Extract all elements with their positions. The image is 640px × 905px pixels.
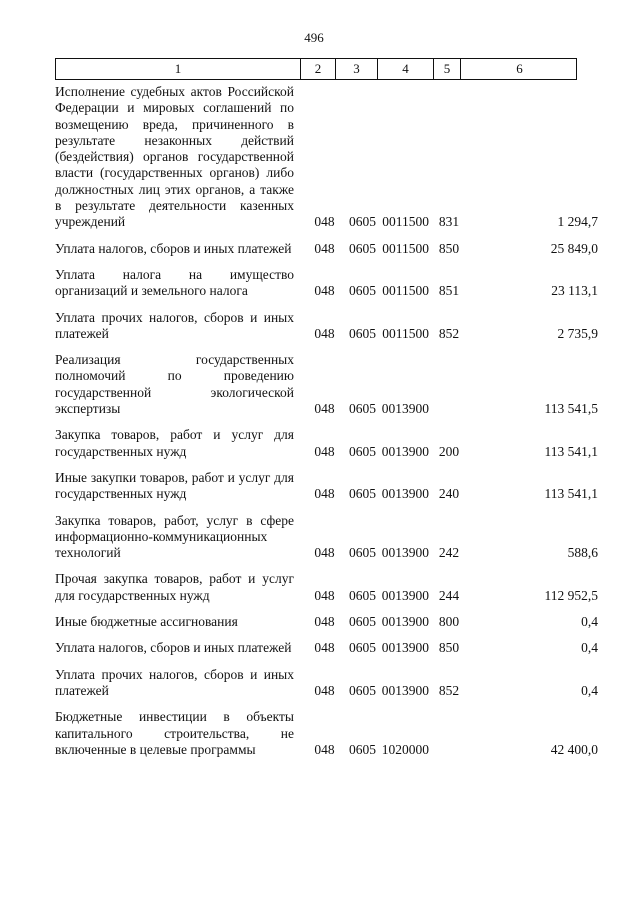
table-row: [0, 614, 640, 630]
row-expense-type: 831: [438, 214, 460, 230]
row-description: Реализация государственных полномочий по проведению государственной экологической экспертизы: [55, 352, 294, 417]
row-section-code: 0605: [349, 587, 376, 603]
table-row: [0, 427, 640, 460]
row-expense-type: 850: [438, 240, 460, 256]
table-row: [0, 640, 640, 656]
table-row: [0, 241, 640, 257]
row-target-code: 0011500: [382, 214, 429, 230]
row-expense-type: 244: [438, 587, 460, 603]
header-col-6: 6: [516, 61, 523, 76]
row-section-code: 0605: [349, 545, 376, 561]
table-row: [0, 352, 640, 417]
row-description: Уплата прочих налогов, сборов и иных платежей: [55, 309, 294, 341]
row-description: Иные закупки товаров, работ и услуг для государственных нужд: [55, 469, 294, 502]
row-admin-code: 048: [314, 640, 335, 656]
row-amount: 42 400,0: [550, 741, 598, 757]
header-col-2: 2: [301, 59, 336, 79]
row-description: Уплата налогов, сборов и иных платежей: [55, 640, 292, 656]
row-target-code: 0013900: [381, 401, 429, 417]
row-target-code: 0011500: [382, 240, 429, 256]
row-description: Иные бюджетные ассигнования: [55, 614, 238, 630]
row-amount: 113 541,1: [544, 486, 598, 502]
row-expense-type: 852: [438, 682, 460, 698]
row-admin-code: 048: [314, 741, 335, 757]
row-expense-type: 800: [438, 614, 460, 630]
page-number: 496: [304, 30, 324, 45]
row-admin-code: 048: [314, 486, 335, 502]
row-admin-code: 048: [314, 545, 335, 561]
row-section-code: 0605: [349, 283, 376, 299]
row-admin-code: 048: [314, 214, 335, 230]
row-section-code: 0605: [349, 640, 376, 656]
row-amount: 0,4: [581, 614, 598, 630]
row-description: Уплата налогов, сборов и иных платежей: [55, 240, 292, 256]
table-row: [0, 84, 640, 231]
table-row: [0, 513, 640, 562]
row-section-code: 0605: [349, 741, 376, 757]
row-admin-code: 048: [314, 325, 335, 341]
row-amount: 0,4: [581, 682, 598, 698]
row-amount: 25 849,0: [550, 240, 598, 256]
table-body: [0, 84, 640, 768]
row-target-code: 0013900: [381, 545, 429, 561]
row-admin-code: 048: [314, 682, 335, 698]
row-amount: 23 113,1: [551, 283, 598, 299]
row-amount: 1 294,7: [557, 214, 598, 230]
row-admin-code: 048: [314, 614, 335, 630]
row-section-code: 0605: [349, 214, 376, 230]
row-target-code: 0013900: [381, 486, 429, 502]
row-description: Закупка товаров, работ, услуг в сфере информационно-коммуникационных технологий: [55, 512, 294, 561]
row-amount: 588,6: [567, 545, 598, 561]
header-col-1: 1: [56, 59, 301, 79]
row-section-code: 0605: [349, 443, 376, 459]
table-header: [55, 58, 577, 80]
table-row: [0, 667, 640, 700]
row-target-code: 0013900: [381, 682, 429, 698]
row-description: Уплата прочих налогов, сборов и иных платежей: [55, 666, 294, 698]
row-amount: 112 952,5: [544, 587, 598, 603]
row-expense-type: 852: [438, 325, 460, 341]
row-description: Бюджетные инвестиции в объекты капитального строительства, не включенные в целевые программы: [55, 709, 294, 757]
row-target-code: 0011500: [382, 283, 429, 299]
row-target-code: 0013900: [381, 614, 429, 630]
row-expense-type: 851: [438, 283, 460, 299]
row-admin-code: 048: [314, 401, 335, 417]
row-description: Уплата налога на имущество организаций и земельного налога: [55, 266, 294, 299]
row-section-code: 0605: [349, 614, 376, 630]
row-description: Закупка товаров, работ и услуг для государственных нужд: [55, 427, 294, 459]
header-col-4: 4: [378, 59, 434, 79]
row-admin-code: 048: [314, 443, 335, 459]
row-amount: 113 541,1: [544, 443, 598, 459]
row-description: Исполнение судебных актов Российской Федерации и мировых соглашений по возмещению вреда, причиненного в результате незаконных действий (бездействия) органов государственной власти (государственных органов) либо должностных лиц этих органов, а также в результате деятельности казенных учреждений: [55, 84, 294, 230]
row-section-code: 0605: [349, 682, 376, 698]
row-target-code: 0013900: [381, 443, 429, 459]
row-admin-code: 048: [314, 283, 335, 299]
table-row: [0, 709, 640, 758]
row-target-code: 1020000: [381, 741, 429, 757]
row-expense-type: 200: [438, 443, 460, 459]
row-description: Прочая закупка товаров, работ и услуг для государственных нужд: [55, 571, 294, 603]
row-target-code: 0013900: [381, 587, 429, 603]
table-row: [0, 571, 640, 604]
table-row: [0, 267, 640, 300]
row-expense-type: 850: [438, 640, 460, 656]
row-section-code: 0605: [349, 240, 376, 256]
header-col-5: 5: [434, 59, 461, 79]
row-section-code: 0605: [349, 401, 376, 417]
row-amount: 2 735,9: [557, 325, 598, 341]
row-amount: 113 541,5: [544, 401, 598, 417]
row-target-code: 0011500: [382, 325, 429, 341]
table-row: [0, 470, 640, 503]
header-col-3: 3: [336, 59, 378, 79]
row-target-code: 0013900: [381, 640, 429, 656]
row-amount: 0,4: [581, 640, 598, 656]
row-section-code: 0605: [349, 486, 376, 502]
row-expense-type: 240: [438, 486, 460, 502]
table-row: [0, 310, 640, 343]
row-section-code: 0605: [349, 325, 376, 341]
row-admin-code: 048: [314, 240, 335, 256]
row-expense-type: 242: [438, 545, 460, 561]
row-admin-code: 048: [314, 587, 335, 603]
